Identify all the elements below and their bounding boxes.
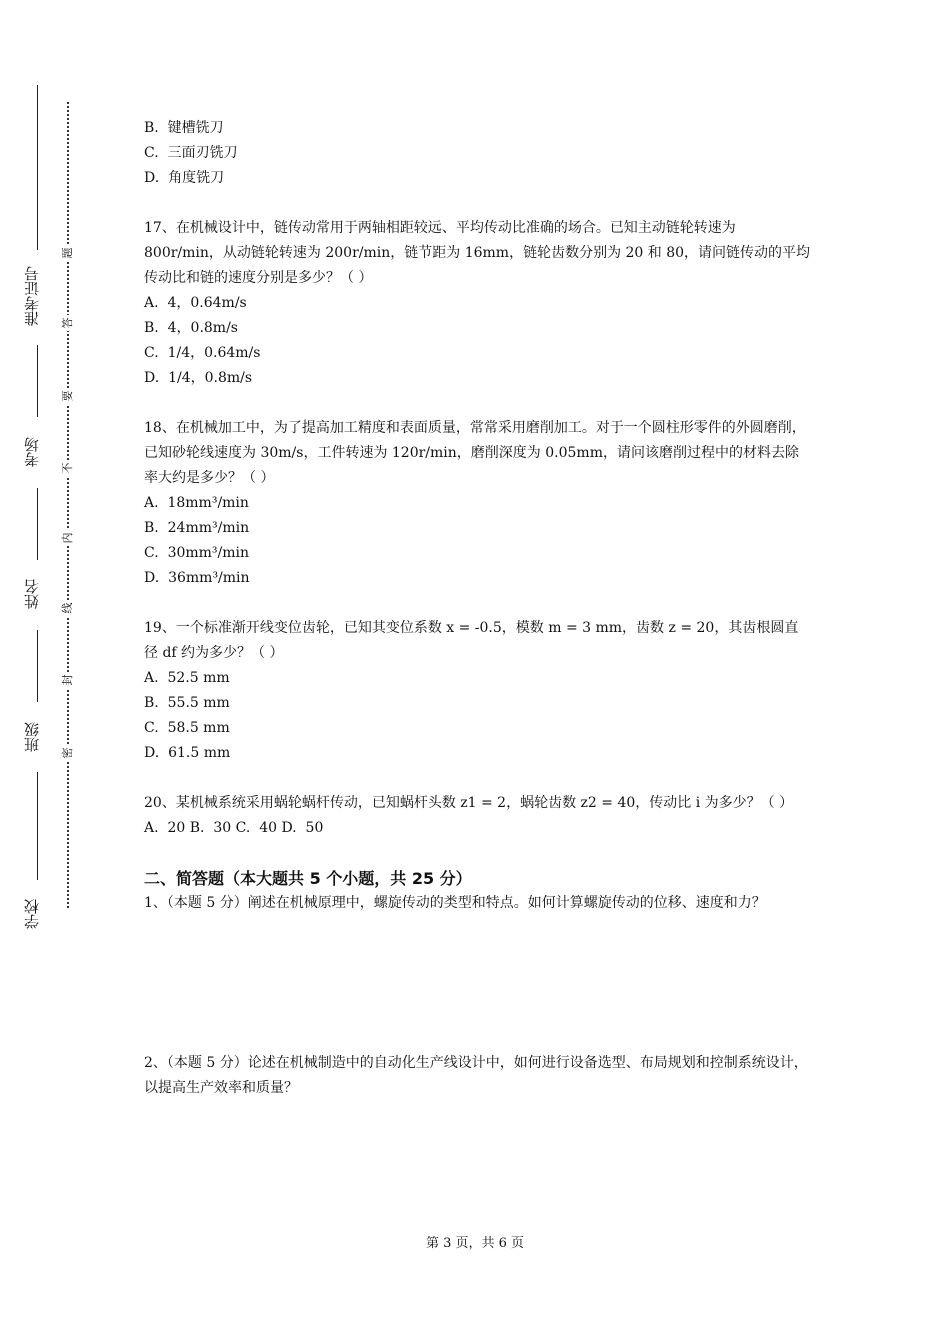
name-label: 姓名 [23, 579, 41, 609]
class-label: 班级 [23, 722, 41, 752]
seal-char-xian: 线 [60, 600, 76, 616]
option-c: C. 30mm³/min [144, 545, 250, 561]
seal-char-da: 答 [60, 315, 76, 331]
exam-content [144, 116, 812, 1101]
option-a: A. 52.5 mm [144, 670, 230, 686]
option-a: A. 4，0.64m/s [144, 295, 247, 311]
options-line: A. 20 B. 30 C. 40 D. 50 [144, 820, 324, 836]
option-b: B. 4，0.8m/s [144, 320, 238, 336]
question-16-options [144, 116, 812, 191]
option-c: C. 58.5 mm [144, 720, 230, 736]
exam-id-line [37, 85, 38, 250]
option-d: D. 角度铣刀 [144, 170, 225, 186]
question-stem: 19、一个标准渐开线变位齿轮，已知其变位系数 x = -0.5，模数 m = 3 mm，齿数 z = 20，其齿根圆直径 df 约为多少？（ ） [144, 620, 799, 661]
exam-room-line [37, 345, 38, 417]
question-stem: 17、在机械设计中，链传动常用于两轴相距较远、平均传动比准确的场合。已知主动链轮转速为 800r/min，从动链轮转速为 200r/min，链节距为 16mm，链轮齿数分别为 20 和 80，请问链传动的平均传动比和链的速度分别是多少？（ ） [144, 220, 811, 286]
seal-char-ti: 题 [60, 245, 76, 261]
seal-char-feng: 封 [60, 672, 76, 688]
name-line [37, 488, 38, 560]
option-c: C. 三面刃铣刀 [144, 145, 238, 161]
option-b: B. 55.5 mm [144, 695, 230, 711]
question-18 [144, 416, 812, 591]
seal-char-yao: 要 [60, 388, 76, 404]
short-answer-question-2: 2、（本题 5 分）论述在机械制造中的自动化生产线设计中，如何进行设备选型、布局规划和控制系统设计，以提高生产效率和质量？ [144, 1055, 808, 1096]
seal-char-mi: 密 [60, 745, 76, 761]
page-footer: 第 3 页，共 6 页 [425, 1236, 525, 1251]
school-label: 学校 [23, 899, 41, 929]
section-title-short-answer: 二、简答题（本大题共 5 个小题，共 25 分） [144, 869, 472, 888]
option-a: A. 18mm³/min [144, 495, 249, 511]
question-stem: 18、在机械加工中，为了提高加工精度和表面质量，常常采用磨削加工。对于一个圆柱形零件的外圆磨削，已知砂轮线速度为 30m/s，工件转速为 120r/min，磨削深度为 0.05mm，请问该磨削过程中的材料去除率大约是多少？（ ） [144, 420, 806, 486]
option-d: D. 61.5 mm [144, 745, 231, 761]
seal-dotted-line [67, 102, 69, 908]
exam-id-label: 准考证号 [23, 266, 41, 326]
seal-char-nei: 内 [60, 530, 76, 546]
question-17 [144, 216, 812, 391]
option-d: D. 36mm³/min [144, 570, 250, 586]
short-answer-question-1: 1、（本题 5 分）阐述在机械原理中，螺旋传动的类型和特点。如何计算螺旋传动的位移、速度和力？ [144, 895, 766, 911]
question-19 [144, 616, 812, 766]
question-stem: 20、某机械系统采用蜗轮蜗杆传动，已知蜗杆头数 z1 = 2，蜗轮齿数 z2 = 40，传动比 i 为多少？（ ） [144, 795, 794, 811]
option-b: B. 24mm³/min [144, 520, 250, 536]
exam-room-label: 考场 [23, 437, 41, 467]
school-line [37, 772, 38, 880]
option-d: D. 1/4，0.8m/s [144, 370, 253, 386]
question-20 [144, 791, 812, 841]
option-c: C. 1/4，0.64m/s [144, 345, 261, 361]
seal-char-bu: 不 [60, 460, 76, 476]
option-b: B. 键槽铣刀 [144, 120, 224, 136]
class-line [37, 630, 38, 702]
